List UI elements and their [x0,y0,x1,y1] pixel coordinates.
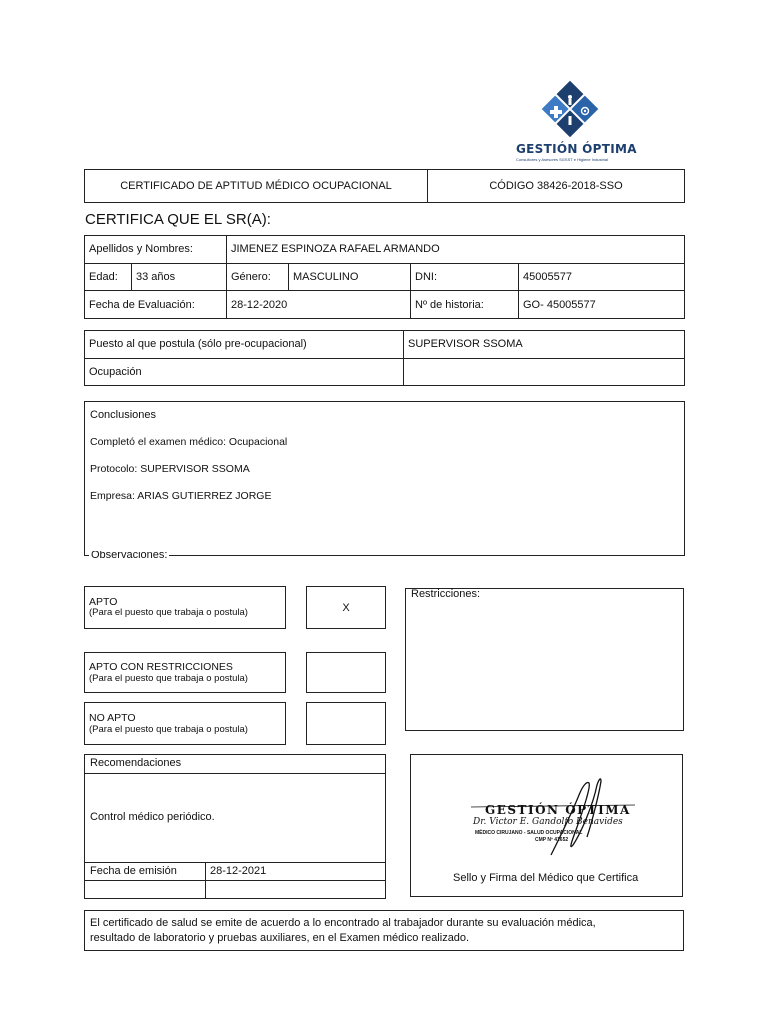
recommendations-text: Control médico periódico. [90,811,215,823]
apto-restricciones-sublabel: (Para el puesto que trabaja o postula) [89,673,248,684]
name-value: JIMENEZ ESPINOZA RAFAEL ARMANDO [227,236,685,264]
conclusions-title: Conclusiones [90,409,157,421]
conclusions-company: Empresa: ARIAS GUTIERREZ JORGE [90,490,272,502]
gender-value: MASCULINO [289,263,411,291]
recommendations-divider [85,773,385,774]
puesto-label: Puesto al que postula (sólo pre-ocupacional) [85,331,404,359]
signature-scribble-icon [411,755,684,865]
footer-note [84,910,684,951]
apto-sublabel: (Para el puesto que trabaja o postula) [89,607,248,618]
ocupacion-value [404,358,685,386]
evaluation-date-value: 28-12-2020 [227,291,411,319]
dni-value: 45005577 [519,263,685,291]
signature-caption: Sello y Firma del Médico que Certifica [453,872,639,884]
conclusions-protocol: Protocolo: SUPERVISOR SSOMA [90,463,250,475]
apto-option [84,586,286,629]
no-apto-option [84,702,286,745]
emission-date-value: 28-12-2021 [210,865,267,877]
name-label: Apellidos y Nombres: [85,236,227,264]
ocupacion-label: Ocupación [85,358,404,386]
apto-checkbox[interactable] [306,586,386,629]
no-apto-label: NO APTO [89,712,136,724]
evaluation-date-label: Fecha de Evaluación: [85,291,227,319]
personal-data-table [84,235,685,319]
company-logo [505,78,635,168]
emission-bottom-divider [85,880,385,881]
age-value: 33 años [132,263,227,291]
header-title-cell [85,170,428,202]
conclusions-exam: Completó el examen médico: Ocupacional [90,436,288,448]
dni-label: DNI: [411,263,519,291]
age-label: Edad: [85,263,132,291]
certifica-heading: CERTIFICA QUE EL SR(A): [85,211,271,228]
logo-tagline: Consultores y Asesores SGSST e Higiene Industrial [516,157,608,162]
stamp-cmp: CMP Nº 41652 [535,837,569,843]
restrictions-box [405,588,684,731]
apto-restricciones-label: APTO CON RESTRICCIONES [89,661,233,673]
stamp-doctor-name: Dr. Victor E. Gandolfo Benavides [473,817,623,827]
history-label: Nº de historia: [411,291,519,319]
apto-restricciones-checkbox[interactable] [306,652,386,693]
no-apto-sublabel: (Para el puesto que trabaja o postula) [89,724,248,735]
emission-divider [85,862,385,863]
certificate-header [84,169,685,203]
no-apto-checkbox[interactable] [306,702,386,745]
signature-box [410,754,683,897]
stamp-role: MÉDICO CIRUJANO - SALUD OCUPACIONAL [475,830,583,836]
footer-line-2: resultado de laboratorio y pruebas auxiliares, en el Examen médico realizado. [90,932,470,944]
history-value: GO- 45005577 [519,291,685,319]
stamp-title: GESTIÓN ÓPTIMA [485,803,631,817]
recommendations-title: Recomendaciones [90,757,182,769]
position-table [84,330,685,386]
apto-restricciones-option [84,652,286,693]
apto-label: APTO [89,596,118,608]
emission-date-label: Fecha de emisión [90,865,177,877]
apto-mark: X [342,601,350,614]
recommendations-box [84,754,386,899]
logo-emblem-icon [505,78,635,140]
logo-name: GESTIÓN ÓPTIMA [516,142,637,156]
puesto-value: SUPERVISOR SSOMA [404,331,685,359]
certificate-code: CÓDIGO 38426-2018-SSO [489,180,623,192]
header-code-cell [428,170,684,202]
restrictions-label: Restricciones: [411,588,481,600]
footer-line-1: El certificado de salud se emite de acuerdo a lo encontrado al trabajador durante su evaluación médica, [90,917,596,929]
certificate-title: CERTIFICADO DE APTITUD MÉDICO OCUPACIONAL [120,180,392,192]
observations-label: Observaciones: [91,551,168,561]
conclusions-box [84,401,685,556]
gender-label: Género: [227,263,289,291]
